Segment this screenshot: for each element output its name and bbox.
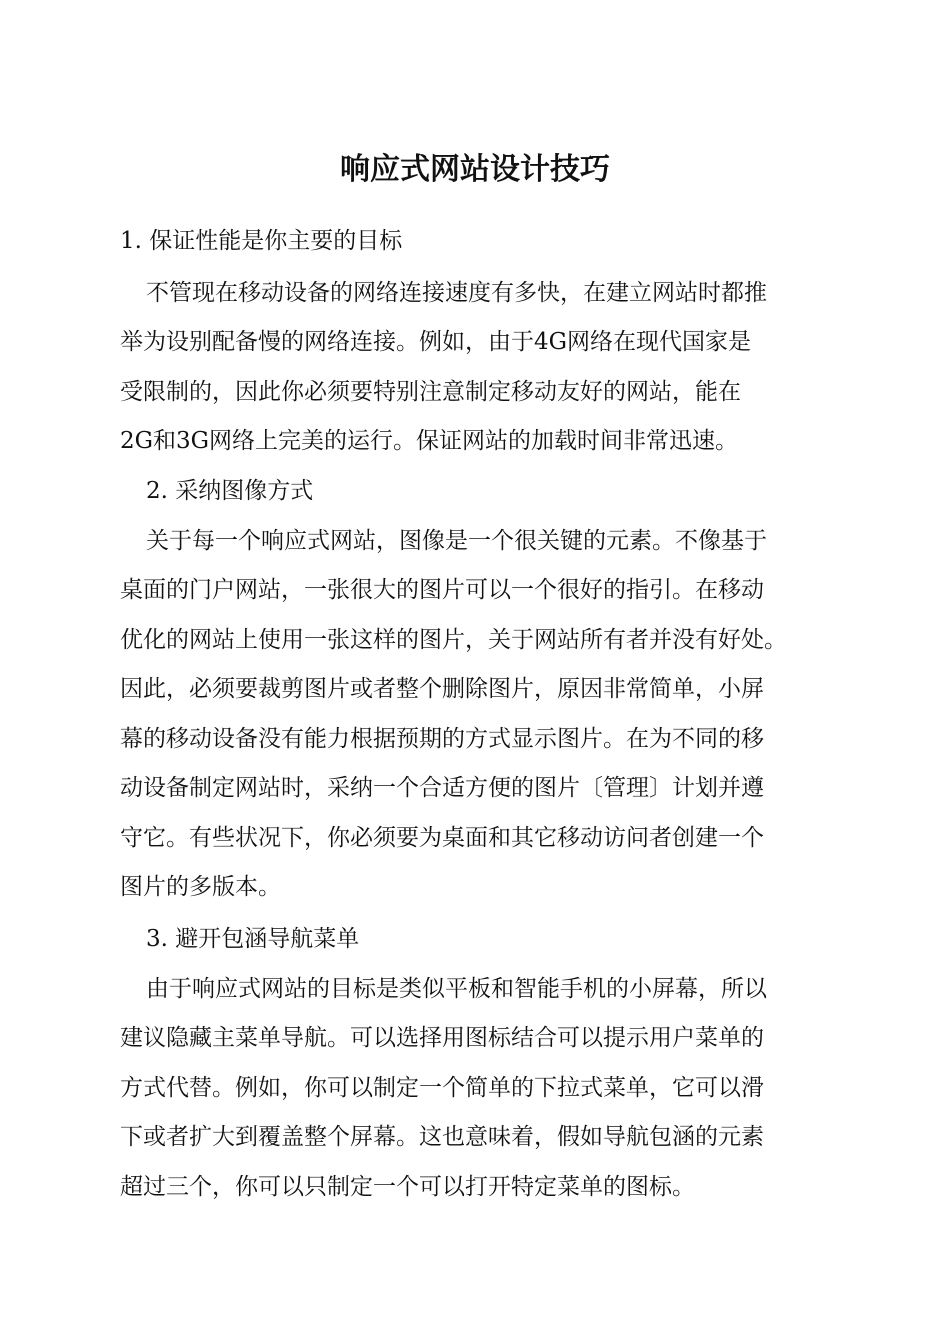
paragraph-line: 建议隐藏主菜单导航。可以选择用图标结合可以提示用户菜单的 bbox=[120, 1025, 764, 1051]
paragraph-line: 桌面的门户网站，一张很大的图片可以一个很好的指引。在移动 bbox=[120, 577, 764, 603]
paragraph-line: 方式代替。例如，你可以制定一个简单的下拉式菜单，它可以滑 bbox=[120, 1075, 764, 1101]
paragraph-line: 因此，必须要裁剪图片或者整个删除图片，原因非常简单，小屏 bbox=[120, 676, 764, 702]
paragraph-line: 受限制的，因此你必须要特别注意制定移动友好的网站，能在 bbox=[120, 379, 741, 405]
paragraph-line: 举为设别配备慢的网络连接。例如，由于4G网络在现代国家是 bbox=[120, 329, 752, 355]
paragraph-line: 超过三个，你可以只制定一个可以打开特定菜单的图标。 bbox=[120, 1174, 695, 1200]
paragraph-line: 关于每一个响应式网站，图像是一个很关键的元素。不像基于 bbox=[146, 528, 767, 554]
paragraph-line: 幕的移动设备没有能力根据预期的方式显示图片。在为不同的移 bbox=[120, 726, 764, 752]
heading-1: 1. 保证性能是你主要的目标 bbox=[120, 228, 403, 254]
paragraph-line: 优化的网站上使用一张这样的图片，关于网站所有者并没有好处。 bbox=[120, 627, 787, 653]
paragraph-line: 由于响应式网站的目标是类似平板和智能手机的小屏幕，所以 bbox=[146, 976, 767, 1002]
paragraph-line: 不管现在移动设备的网络连接速度有多快，在建立网站时都推 bbox=[146, 280, 767, 306]
heading-2: 2. 采纳图像方式 bbox=[146, 478, 314, 504]
document-title: 响应式网站设计技巧 bbox=[340, 152, 610, 187]
paragraph-line: 下或者扩大到覆盖整个屏幕。这也意味着，假如导航包涵的元素 bbox=[120, 1124, 764, 1150]
heading-3: 3. 避开包涵导航菜单 bbox=[146, 926, 360, 952]
paragraph-line: 守它。有些状况下，你必须要为桌面和其它移动访问者创建一个 bbox=[120, 825, 764, 851]
paragraph-line: 图片的多版本。 bbox=[120, 874, 281, 900]
paragraph-line: 2G和3G网络上完美的运行。保证网站的加载时间非常迅速。 bbox=[120, 428, 739, 454]
paragraph-line: 动设备制定网站时，采纳一个合适方便的图片〔管理〕计划并遵 bbox=[120, 775, 764, 801]
